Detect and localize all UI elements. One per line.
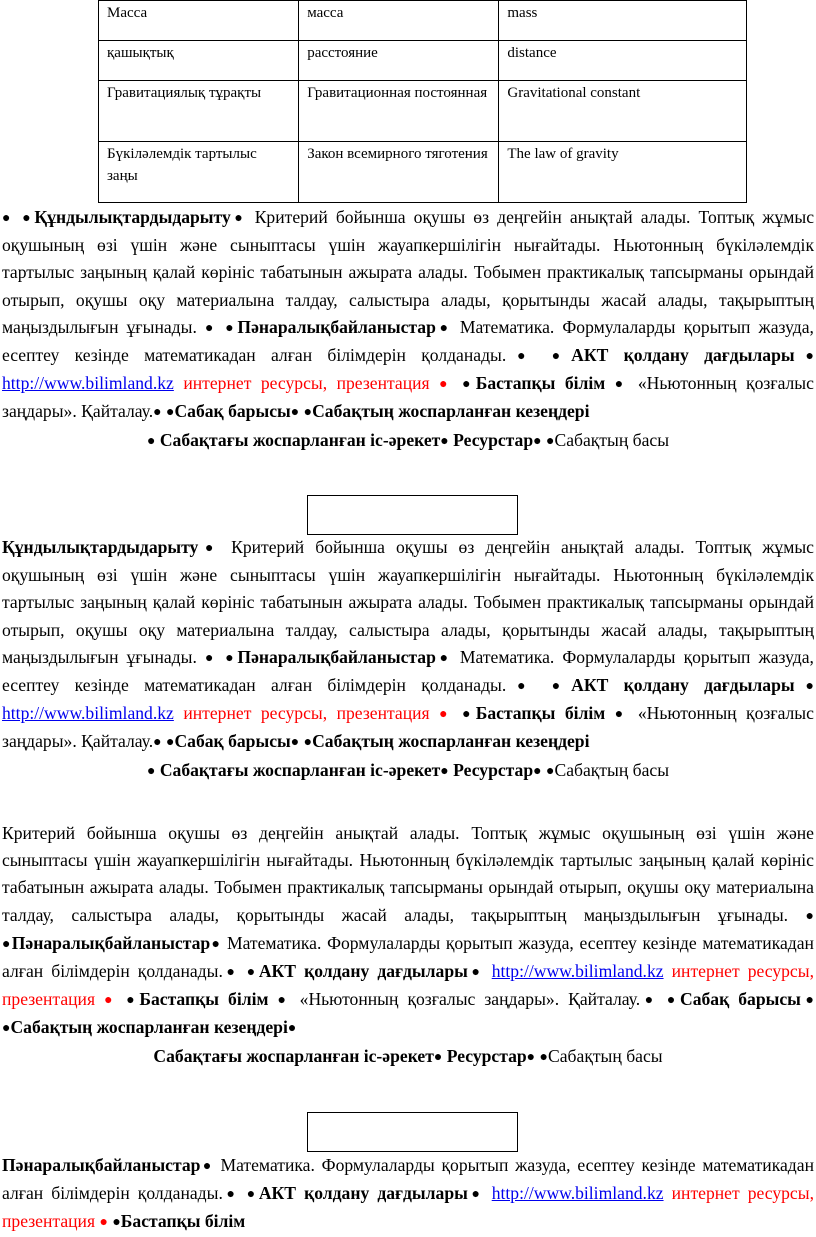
- prior-knowledge-text: «Ньютонның қозғалыс заңдары». Қайталау.: [2, 373, 814, 422]
- interdisciplinary-heading: Пәнаралықбайланыстар: [11, 932, 211, 953]
- paragraph: [2, 204, 814, 427]
- bullet-icon: ●: [551, 349, 572, 365]
- bullet-icon: ●: [435, 650, 452, 666]
- ict-heading: АКТ қолдану дағдылары: [571, 675, 795, 696]
- red-bullet-icon: ●: [99, 1215, 108, 1231]
- table-cell: Гравитациялық тұрақты: [99, 81, 299, 142]
- math-text: Математика. Формулаларды қорытып жазуда, есептеу кезінде математикадан алған білімдерін қолданады.: [2, 1155, 814, 1204]
- math-text: Математика. Формулаларды қорытып жазуда, есептеу кезінде математикадан алған білімдерін қолданады.: [2, 316, 814, 366]
- table-cell: Масса: [99, 1, 299, 41]
- red-bullet-icon: ●: [104, 993, 118, 1009]
- bullet-icon: ●: [153, 735, 162, 751]
- bullet-icon: ●: [22, 211, 35, 226]
- prior-knowledge-heading: Бастапқы білім: [139, 989, 269, 1010]
- planned-stages-heading: Сабақтың жоспарланған кезеңдері: [312, 731, 590, 752]
- internet-resources-text: интернет ресурсы, презентация: [2, 961, 814, 1010]
- table-row: [99, 81, 747, 142]
- prior-knowledge-heading: Бастапқы білім: [475, 703, 606, 724]
- bullet-icon: ●: [440, 763, 449, 779]
- bullet-icon: ●: [640, 993, 658, 1009]
- bullet-icon: ●: [800, 993, 815, 1009]
- bilimland-link[interactable]: http://www.bilimland.kz: [491, 1183, 664, 1204]
- prior-knowledge-heading: Бастапқы білім: [475, 373, 606, 394]
- ict-heading: АКТ қолдану дағдылары: [258, 1183, 468, 1204]
- body-text: Топтық жұмыс оқушының өзі үшін және сыныптасы үшін жауапкершілігін нығайтады. Ньютонның бүкіләлемдік тартылыс заңының қалай көрініс табатынын ажырата алады. Тобымен практикалық тапсырманы орындай отырып, оқушы оқу материалына талдау, салыстыра алады, қорытынды жасай алады, тақырыптың маңыздылығын ұғынады.: [2, 823, 814, 925]
- bullet-icon: ●: [440, 433, 449, 449]
- bullet-icon: ●: [435, 320, 452, 336]
- planned-stages-heading: Сабақтың жоспарланған кезеңдері: [312, 401, 590, 422]
- planned-stages-heading: Сабақтың жоспарланған кезеңдері: [10, 1017, 288, 1038]
- interdisciplinary-heading: Пәнаралықбайланыстар: [237, 316, 436, 337]
- prior-knowledge-heading: Бастапқы білім: [120, 1211, 246, 1232]
- bullet-icon: ●: [794, 349, 814, 365]
- bilimland-link[interactable]: http://www.bilimland.kz: [2, 373, 174, 394]
- bullet-icon: ●: [462, 707, 476, 723]
- bullet-icon: ●: [303, 735, 313, 751]
- table-cell: масса: [299, 1, 499, 41]
- bullet-icon: ●: [112, 1215, 121, 1231]
- bullet-icon: ●: [146, 763, 156, 779]
- table-cell: distance: [499, 41, 747, 81]
- bullet-icon: ●: [225, 320, 238, 336]
- bullet-icon: ●: [526, 1049, 536, 1065]
- paragraph-centered: [2, 427, 814, 455]
- bullet-icon: ●: [153, 405, 162, 421]
- bullet-icon: ●: [433, 1049, 443, 1065]
- paragraph-centered: [2, 1043, 814, 1071]
- bullet-icon: ●: [210, 936, 222, 952]
- bullet-icon: ●: [222, 1187, 239, 1203]
- bullet-icon: ●: [467, 1187, 484, 1203]
- prior-knowledge-text: «Ньютонның қозғалыс заңдары». Қайталау.: [2, 703, 814, 752]
- resources-heading: Ресурстар: [453, 429, 534, 450]
- paragraph: [2, 1152, 814, 1237]
- resources-heading: Ресурстар: [453, 759, 534, 780]
- table-cell: Gravitational constant: [499, 81, 747, 142]
- vocabulary-table: [98, 0, 747, 203]
- bullet-icon: ●: [2, 211, 15, 226]
- interdisciplinary-heading: Пәнаралықбайланыстар: [237, 646, 436, 667]
- bullet-icon: ●: [539, 1049, 549, 1065]
- bullet-icon: ●: [2, 1021, 11, 1037]
- ict-heading: АКТ қолдану дағдылары: [571, 345, 795, 366]
- empty-box: [307, 495, 518, 535]
- ict-heading: АКТ қолдану дағдылары: [258, 961, 468, 982]
- bullet-icon: ●: [277, 993, 291, 1009]
- internet-resources-text: интернет ресурсы, презентация: [183, 373, 430, 394]
- lesson-start-text: Сабақтың басы: [554, 429, 670, 450]
- bullet-icon: ●: [467, 965, 484, 981]
- lesson-start-text: Сабақтың басы: [554, 759, 670, 780]
- bullet-icon: ●: [805, 908, 815, 924]
- bullet-icon: ●: [146, 433, 156, 449]
- text-block-2: [2, 534, 814, 785]
- bullet-icon: ●: [165, 405, 175, 421]
- table-row: [99, 41, 747, 81]
- body-text: Топтық жұмыс оқушының өзі үшін және сыныптасы үшін жауапкершілігін нығайтады. Ньютонның бүкіләлемдік тартылыс заңының қалай көрініс табатынын ажырата алады. Тобымен практикалық тапсырманы орындай отырып, оқушы оқу материалына талдау, салыстыра алады, қорытынды жасай алады, тақырыптың маңыздылығын ұғынады.: [2, 207, 815, 337]
- planned-activity-heading: Сабақтағы жоспарланған іс-әрекет: [159, 759, 441, 780]
- values-heading: Құндылықтардыдарыту: [2, 537, 199, 557]
- text-block-3: [2, 820, 814, 1071]
- bullet-icon: ●: [290, 405, 300, 421]
- internet-resources-text: интернет ресурсы, презентация: [183, 703, 430, 724]
- prior-knowledge-text: «Ньютонның қозғалыс заңдары». Қайталау.: [299, 989, 641, 1010]
- math-text: Математика. Формулаларды қорытып жазуда, есептеу кезінде математикадан алған білімдерін қолданады.: [2, 932, 814, 982]
- paragraph: [2, 534, 814, 757]
- bullet-icon: ●: [506, 679, 537, 695]
- bullet-icon: ●: [204, 320, 218, 336]
- bullet-icon: ●: [222, 965, 239, 981]
- empty-box: [307, 1112, 518, 1152]
- bullet-icon: ●: [666, 993, 680, 1009]
- bullet-icon: ●: [533, 433, 542, 449]
- red-bullet-icon: ●: [439, 707, 453, 723]
- bullet-icon: ●: [614, 707, 629, 723]
- paragraph: [2, 820, 814, 1043]
- bullet-icon: ●: [230, 211, 247, 226]
- bullet-icon: ●: [545, 433, 555, 449]
- bullet-icon: ●: [551, 679, 572, 695]
- lesson-start-text: Сабақтың басы: [548, 1045, 663, 1066]
- lesson-flow-heading: Сабақ барысы: [174, 731, 291, 752]
- criterion-text: Критерий бойынша оқушы өз деңгейін анықтай алады.: [2, 823, 460, 843]
- bullet-icon: ●: [462, 377, 476, 393]
- bilimland-link[interactable]: http://www.bilimland.kz: [2, 703, 174, 724]
- table-cell: Закон всемирного тяготения: [299, 142, 499, 203]
- planned-activity-heading: Сабақтағы жоспарланған іс-әрекет: [159, 429, 441, 450]
- bullet-icon: ●: [794, 679, 814, 695]
- bullet-icon: ●: [165, 735, 175, 751]
- paragraph-centered: [2, 757, 814, 785]
- resources-heading: Ресурстар: [446, 1045, 527, 1066]
- bullet-icon: ●: [614, 377, 629, 393]
- bullet-icon: ●: [126, 993, 140, 1009]
- table-cell: қашықтық: [99, 41, 299, 81]
- bullet-icon: ●: [303, 405, 313, 421]
- lesson-flow-heading: Сабақ барысы: [174, 401, 291, 422]
- bullet-icon: ●: [198, 541, 221, 556]
- criterion-text: Критерий бойынша оқушы өз деңгейін анықтай алады.: [254, 207, 691, 227]
- table-row: [99, 142, 747, 203]
- table-cell: Бүкіләлемдік тартылыс заңы: [99, 142, 299, 203]
- interdisciplinary-heading: Пәнаралықбайланыстар: [2, 1155, 201, 1175]
- text-block-4: [2, 1152, 814, 1237]
- math-text: Математика. Формулаларды қорытып жазуда, есептеу кезінде математикадан алған білімдерін қолданады.: [2, 646, 814, 696]
- planned-activity-heading: Сабақтағы жоспарланған іс-әрекет: [153, 1045, 434, 1066]
- internet-resources-text: интернет ресурсы, презентация: [2, 1183, 814, 1232]
- values-heading: Құндылықтардыдарыту: [34, 207, 231, 227]
- bullet-icon: ●: [246, 1187, 259, 1203]
- bullet-icon: ●: [545, 763, 555, 779]
- bullet-icon: ●: [204, 650, 218, 666]
- criterion-text: Критерий бойынша оқушы өз деңгейін анықтай алады.: [231, 537, 685, 557]
- body-text: Топтық жұмыс оқушының өзі үшін және сыныптасы үшін жауапкершілігін нығайтады. Ньютонның бүкіләлемдік тартылыс заңының қалай көрініс табатынын ажырата алады. Тобымен практикалық тапсырманы орындай отырып, оқушы оқу материалына талдау, салыстыра алады, қорытынды жасай алады, тақырыптың маңыздылығын ұғынады.: [2, 537, 814, 667]
- bullet-icon: ●: [200, 1159, 214, 1174]
- bullet-icon: ●: [287, 1021, 297, 1037]
- text-block-1: [2, 204, 814, 455]
- lesson-flow-heading: Сабақ барысы: [679, 989, 801, 1010]
- bullet-icon: ●: [2, 936, 12, 952]
- bullet-icon: ●: [246, 965, 259, 981]
- table-cell: The law of gravity: [499, 142, 747, 203]
- table-cell: Гравитационная постоянная: [299, 81, 499, 142]
- bullet-icon: ●: [506, 349, 537, 365]
- bilimland-link[interactable]: http://www.bilimland.kz: [491, 961, 664, 982]
- bullet-icon: ●: [533, 763, 542, 779]
- bullet-icon: ●: [225, 650, 238, 666]
- table-row: [99, 1, 747, 41]
- red-bullet-icon: ●: [439, 377, 453, 393]
- table-cell: mass: [499, 1, 747, 41]
- table-cell: расстояние: [299, 41, 499, 81]
- bullet-icon: ●: [290, 735, 300, 751]
